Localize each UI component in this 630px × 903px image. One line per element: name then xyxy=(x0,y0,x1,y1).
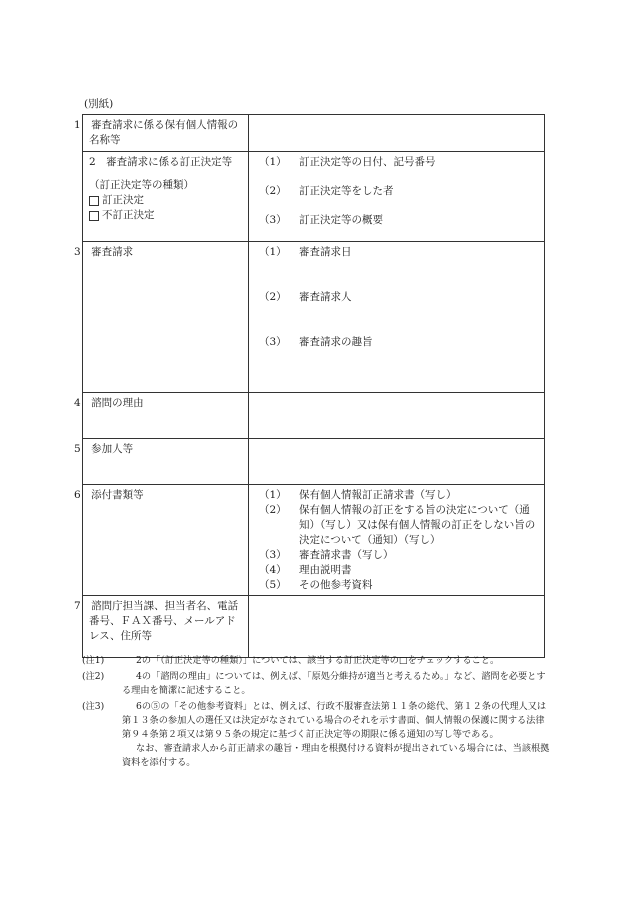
list-item: （1） 訂正決定等の日付、記号番号 xyxy=(259,156,436,168)
notes-section xyxy=(82,654,552,772)
table-row xyxy=(83,485,545,596)
table-row xyxy=(83,393,545,439)
list-item: （1） 審査請求日 xyxy=(259,246,352,258)
list-item: （3） 審査請求書（写し） xyxy=(259,549,394,561)
list-item: （2） 訂正決定等をした者 xyxy=(259,185,394,197)
table-row xyxy=(83,115,545,152)
checkbox-no-correction-label: 不訂正決定 xyxy=(102,209,155,221)
row1-value[interactable] xyxy=(249,115,545,152)
row3-label: 3 審査請求 xyxy=(83,242,249,393)
table-row xyxy=(83,439,545,485)
note-2: (注2) 4の「諮問の理由」については、例えば、「原処分維持が適当と考えるため。」など、諮問を必要とする理由を簡潔に記述すること。 xyxy=(82,671,546,696)
note-3: (注3) 6の⑤の「その他参考資料」とは、例えば、行政不服審査法第１１条の総代、第１２条の代理人又は第１３条の参加人の選任又は決定がなされている場合のそれを示す書面、個人情報の保護に関する法律第９４条第２項又は第９５条の規定に基づく訂正決定等の期限に係る通知の写し等である。 なお、審査請求人から訂正請求の趣旨・理由を根拠付ける資料が提出されている場合には、当該根拠資料を添付する。 xyxy=(82,701,550,768)
decision-type-label: （訂正決定等の種類） xyxy=(89,179,194,191)
attachment-label: (別紙) xyxy=(84,98,114,110)
list-item: （5） その他参考資料 xyxy=(259,579,373,591)
row6-label: 6 添付書類等 xyxy=(83,485,249,596)
checkbox-square-icon[interactable] xyxy=(89,211,99,221)
note-1: (注1) 2の「（訂正決定等の種類）」については、該当する訂正決定等の□をチェックすること。 xyxy=(82,655,500,666)
checkbox-correction[interactable] xyxy=(89,193,244,208)
consultation-form-table xyxy=(74,114,545,658)
row4-label: 4 諮問の理由 xyxy=(83,393,249,439)
row7-label: 7 諮問庁担当課、担当者名、電話番号、ＦＡＸ番号、メールアドレス、住所等 xyxy=(83,596,249,658)
checkbox-correction-label: 訂正決定 xyxy=(102,194,144,206)
row7-value[interactable] xyxy=(249,596,545,658)
list-item: （3） 訂正決定等の概要 xyxy=(259,214,383,226)
row5-value[interactable] xyxy=(249,439,545,485)
checkbox-no-correction[interactable] xyxy=(89,208,244,223)
list-item: （3） 審査請求の趣旨 xyxy=(259,336,373,348)
table-row xyxy=(83,596,545,658)
list-item: （2） 保有個人情報の訂正をする旨の決定について（通知）（写し）又は保有個人情報の訂正をしない旨の決定について（通知）（写し） xyxy=(259,504,536,546)
row1-label: 1 審査請求に係る保有個人情報の名称等 xyxy=(83,115,249,152)
row2-label: 2 審査請求に係る訂正決定等 xyxy=(89,156,233,168)
list-item: （1） 保有個人情報訂正請求書（写し） xyxy=(259,489,457,501)
table-row xyxy=(83,242,545,393)
list-item: （2） 審査請求人 xyxy=(259,291,352,303)
row5-label: 5 参加人等 xyxy=(83,439,249,485)
checkbox-square-icon[interactable] xyxy=(89,196,99,206)
table-row xyxy=(83,152,545,242)
list-item: （4） 理由説明書 xyxy=(259,564,352,576)
row4-value[interactable] xyxy=(249,393,545,439)
